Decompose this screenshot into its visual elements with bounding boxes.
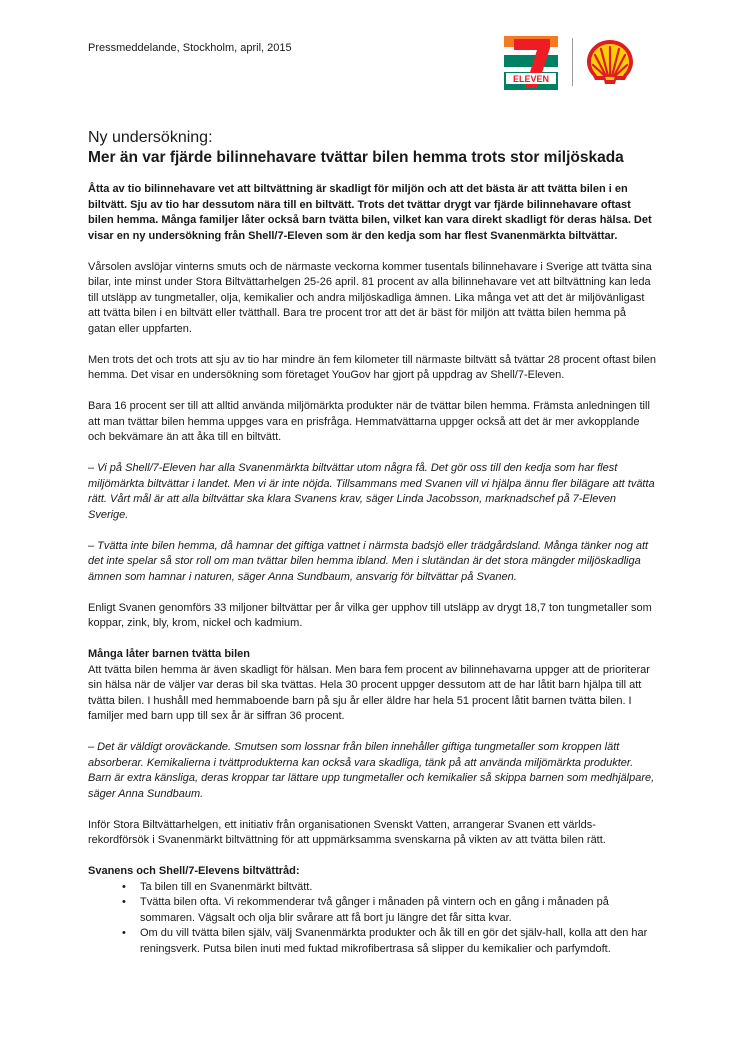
tips-list xyxy=(88,880,656,958)
headline-title: Mer än var fjärde bilinnehavare tvättar bilen hemma trots stor miljöskada xyxy=(88,149,624,166)
tips-list-item: • Tvätta bilen ofta. Vi rekommenderar två gånger i månaden på vintern och en gång i månaden på sommaren. Vägsalt och olja blir svårare att få bort ju längre det får sitta kvar. xyxy=(122,895,656,926)
body-paragraph: Bara 16 procent ser till att alltid använda miljömärkta produkter när de tvättar bilen hemma. Främsta anledningen till att man tvättar bilen hemma uppges vara en prisfråga. Hemmatvättarna uppger också att det är mer avkopplande och bekvämare än att åka till en biltvätt. xyxy=(88,400,650,443)
body-paragraph: Enligt Svanen genomförs 33 miljoner biltvättar per år vilka ger upphov till utsläpp av drygt 18,7 ton tungmetaller som koppar, zink, bly, krom, nickel och kadmium. xyxy=(88,601,652,629)
seven-eleven-wordmark: ELEVEN xyxy=(512,74,550,84)
article-body xyxy=(88,182,656,957)
headline-kicker: Ny undersökning: xyxy=(88,129,213,146)
shell-pecten-logo-icon xyxy=(584,38,636,86)
headline-block xyxy=(88,128,678,168)
tips-heading: Svanens och Shell/7-Elevens biltvättråd: xyxy=(88,865,300,877)
lead-paragraph: Åtta av tio bilinnehavare vet att biltvättning är skadligt för miljön och att det bästa är att tvätta bilen i en biltvätt. Sju av tio har dessutom nära till en biltvätt. Trots det tvättar drygt var fjärde bilinnehavare oftast bilen hemma. Många familjer låter också barn tvätta bilen, vilket kan vara direkt skadligt för deras hälsa. Det visar en ny undersökning från Shell/7-Eleven som är den kedja som har flest Svanenmärkta biltvättar. xyxy=(88,183,652,242)
logo-group xyxy=(500,34,636,90)
body-paragraph: Att tvätta bilen hemma är även skadligt för hälsan. Men bara fem procent av bilinnehavarna uppger att de prioriterar sin hälsa när de väljer var deras bil ska tvättas. Hela 30 procent uppger dessutom att de har låtit barn hjälpa till att tvätta bilen. I hushåll med hemmaboende barn på sju år eller äldre har hela 51 procent låtit barnen tvätta bilen. I familjer med barn upp till sex år är siffran 36 procent. xyxy=(88,663,650,722)
tips-list-item: • Om du vill tvätta bilen själv, välj Svanenmärkta produkter och åk till en gör det själv-hall, kolla att den har reningsverk. Putsa bilen inuti med fuktad mikrofibertrasa så slipper du kemikalier och parfymdoft. xyxy=(122,926,656,957)
dateline: Pressmeddelande, Stockholm, april, 2015 xyxy=(88,42,292,54)
section-subheading: Många låter barnen tvätta bilen xyxy=(88,648,250,660)
quote-paragraph: – Det är väldigt oroväckande. Smutsen som lossnar från bilen innehåller giftiga tungmetaller som kroppen lätt absorberar. Kemikalierna i tvättprodukterna kan också vara skadliga, tänk på att använda miljömärkta produkter. Barn är extra känsliga, deras kroppar tar lättare upp tungmetaller och kemikalier så skippa barnen som medhjälpare, säger Anna Sundbaum. xyxy=(88,741,655,800)
quote-paragraph: – Tvätta inte bilen hemma, då hamnar det giftiga vattnet i närmsta badsjö eller trädgårdsland. Många tänker nog att det inte spelar så stor roll om man tvättar bilen hemma ibland. Men i slutändan är det stora mängder miljöskadliga ämnen som hamnar i naturen, säger Anna Sundbaum, ansvarig för biltvättar på Svanen. xyxy=(88,539,649,583)
tips-list-item: • Ta bilen till en Svanenmärkt biltvätt. xyxy=(122,880,656,896)
seven-eleven-logo-icon xyxy=(504,36,558,90)
body-paragraph: Men trots det och trots att sju av tio har mindre än fem kilometer till närmaste biltvätt så tvättar 28 procent oftast bilen hemma. Det visar en undersökning som företaget YouGov har gjort på uppdrag av Shell/7-Eleven. xyxy=(88,353,656,381)
quote-paragraph: – Vi på Shell/7-Eleven har alla Svanenmärkta biltvättar utom några få. Det gör oss till den kedja som har flest miljömärkta biltvättar i landet. Men vi är inte nöjda. Tillsammans med Svanen vill vi hjälpa ännu fler bilägare att tvätta rätt. Vårt mål är att alla biltvättar ska klara Svanens krav, säger Linda Jacobsson, marknadschef på 7-Eleven Sverige. xyxy=(88,462,655,521)
body-paragraph: Vårsolen avslöjar vinterns smuts och de närmaste veckorna kommer tusentals bilinnehavare i Sverige att tvätta sina bilar, inte minst under Stora Biltvättarhelgen 25-26 april. 81 procent av alla bilinnehavare vet att biltvättning kan leda till utsläpp av tungmetaller, olja, kemikalier och andra miljöskadliga ämnen. Lika många vet att det är miljövänligast att tvätta bilen i en biltvätt eller tvätthall. Bara tre procent tror att det är bäst för miljön att tvätta bilen hemma på gatan eller uppfarten. xyxy=(88,260,652,335)
body-paragraph: Inför Stora Biltvättarhelgen, ett initiativ från organisationen Svenskt Vatten, arrangerar Svanen ett världs-rekordförsök i Svanenmärkt biltvättning för att uppmärksamma svenskarna på vikten av att tvätta bilen rätt. xyxy=(88,818,606,846)
logo-divider xyxy=(572,38,573,86)
